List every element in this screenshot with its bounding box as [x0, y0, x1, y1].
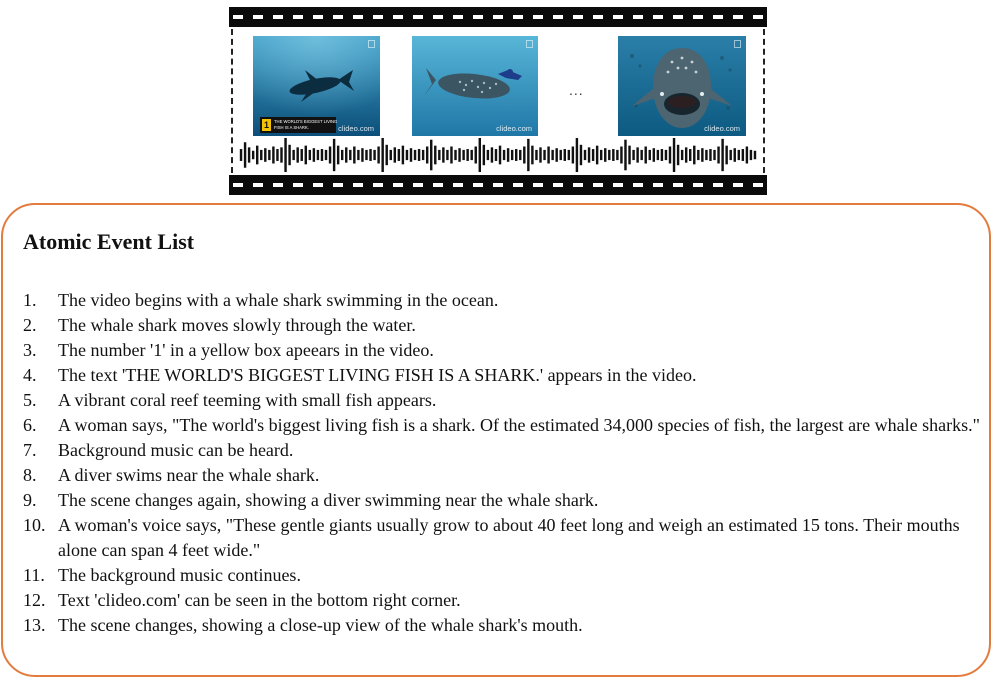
waveform-bar — [349, 150, 351, 160]
waveform-bar — [280, 147, 282, 162]
waveform-bar — [746, 147, 748, 164]
diver-with-whale-shark-image — [412, 36, 538, 136]
waveform-bar — [430, 140, 432, 171]
event-text: Background music can be heard. — [58, 440, 294, 460]
waveform-bar — [673, 138, 675, 172]
waveform-bar — [693, 146, 695, 165]
waveform-bar — [256, 146, 258, 165]
waveform-bar — [333, 139, 335, 171]
waveform-bar — [608, 150, 610, 160]
event-number: 12. — [23, 590, 46, 610]
waveform-bar — [701, 148, 703, 162]
waveform-bar — [361, 148, 363, 162]
video-frame-whale-shark — [253, 36, 380, 136]
video-frame-diver — [412, 36, 538, 136]
waveform-bar — [252, 151, 254, 160]
waveform-bar — [470, 150, 472, 160]
waveform-bar — [325, 150, 327, 160]
waveform-bar — [729, 150, 731, 160]
waveform-bar — [721, 139, 723, 171]
waveform-bar — [636, 147, 638, 162]
waveform-bar — [446, 150, 448, 160]
event-text: The whale shark moves slowly through the water. — [58, 315, 416, 335]
waveform-bar — [499, 146, 501, 165]
waveform-bar — [462, 150, 464, 160]
waveform-bar — [665, 150, 667, 160]
waveform-bar — [414, 150, 416, 160]
waveform-bar — [560, 150, 562, 160]
video-title-overlay — [260, 117, 336, 133]
waveform-bar — [754, 151, 756, 160]
waveform-bar — [588, 147, 590, 162]
event-list-item — [23, 413, 983, 438]
waveform-bar — [345, 147, 347, 162]
waveform-bar — [248, 147, 250, 162]
waveform-bar — [551, 150, 553, 160]
atomic-event-list-card — [1, 203, 991, 677]
event-number: 5. — [23, 390, 37, 410]
waveform-bar — [329, 147, 331, 164]
frame-watermark: clideo.com — [338, 124, 374, 133]
waveform-bar — [426, 147, 428, 164]
waveform-bar — [697, 150, 699, 160]
waveform-bar — [507, 148, 509, 162]
waveform-bar — [369, 149, 371, 161]
event-text: A diver swims near the whale shark. — [58, 465, 320, 485]
waveform-bar — [475, 147, 477, 164]
event-list-item — [23, 363, 983, 388]
waveform-bar — [301, 149, 303, 161]
waveform-bar — [717, 147, 719, 164]
event-list-item — [23, 438, 983, 463]
event-list-item — [23, 613, 983, 638]
event-text: A vibrant coral reef teeming with small fish appears. — [58, 390, 437, 410]
waveform-bar — [365, 150, 367, 160]
waveform-bar — [572, 147, 574, 164]
waveform-bar — [547, 147, 549, 164]
waveform-bar — [616, 150, 618, 160]
waveform-bar — [244, 142, 246, 168]
waveform-bar — [276, 149, 278, 161]
waveform-bar — [305, 146, 307, 165]
waveform-bar — [632, 150, 634, 160]
waveform-bar — [442, 147, 444, 162]
event-text: The video begins with a whale shark swimming in the ocean. — [58, 290, 499, 310]
waveform-bar — [450, 147, 452, 164]
event-text: A woman's voice says, "These gentle giants usually grow to about 40 feet long and weigh an estimated 15 tons. Their mouths alone can span 4 feet wide." — [58, 515, 960, 560]
event-number: 4. — [23, 365, 37, 385]
waveform-bar — [681, 150, 683, 160]
waveform-bar — [527, 139, 529, 171]
waveform-bar — [584, 150, 586, 160]
waveform-bar — [373, 150, 375, 160]
waveform-bar — [653, 148, 655, 162]
waveform-bar — [555, 148, 557, 162]
waveform-bar — [725, 146, 727, 165]
event-list — [23, 288, 983, 638]
title-overlay-line-2: FISH IS A SHARK. — [274, 124, 309, 130]
waveform-bar — [454, 150, 456, 160]
event-text: The scene changes, showing a close-up view of the whale shark's mouth. — [58, 615, 583, 635]
waveform-bar — [317, 150, 319, 160]
waveform-bar — [596, 146, 598, 165]
waveform-bar — [661, 149, 663, 161]
waveform-bar — [519, 150, 521, 160]
waveform-bar — [296, 147, 298, 162]
event-number: 3. — [23, 340, 37, 360]
waveform-bar — [394, 147, 396, 162]
waveform-bar — [677, 145, 679, 165]
waveform-bar — [402, 146, 404, 165]
waveform-bar — [398, 149, 400, 161]
waveform-bar — [260, 150, 262, 160]
waveform-bar — [738, 150, 740, 160]
waveform-bar — [406, 150, 408, 160]
waveform-bar — [657, 150, 659, 160]
title-overlay-line-1: THE WORLD'S BIGGEST LIVING — [274, 119, 338, 124]
waveform-bar — [649, 150, 651, 160]
waveform-bar — [523, 147, 525, 164]
waveform-bar — [309, 150, 311, 160]
waveform-bar — [543, 150, 545, 160]
waveform-bar — [438, 150, 440, 160]
waveform-bar — [742, 149, 744, 161]
waveform-bar — [709, 149, 711, 161]
waveform-bar — [628, 146, 630, 165]
event-list-heading: Atomic Event List — [23, 229, 195, 254]
waveform-bar — [689, 149, 691, 161]
event-number: 11. — [23, 565, 45, 585]
waveform-bar — [568, 150, 570, 160]
event-list-item — [23, 463, 983, 488]
waveform-bar — [705, 150, 707, 160]
frames-ellipsis: ... — [569, 82, 584, 98]
event-text: The scene changes again, showing a diver swimming near the whale shark. — [58, 490, 599, 510]
waveform-bar — [353, 147, 355, 164]
event-text: The number '1' in a yellow box apeears in the video. — [58, 340, 434, 360]
event-number: 7. — [23, 440, 37, 460]
waveform-bar — [624, 140, 626, 171]
event-list-item — [23, 313, 983, 338]
waveform-bar — [410, 148, 412, 162]
waveform-bar — [734, 148, 736, 162]
waveform-bar — [612, 149, 614, 161]
waveform-bar — [337, 146, 339, 165]
waveform-bar — [386, 145, 388, 165]
event-text: The text 'THE WORLD'S BIGGEST LIVING FISH IS A SHARK.' appears in the video. — [58, 365, 697, 385]
waveform-bar — [390, 150, 392, 160]
waveform-bar — [292, 150, 294, 160]
event-text: A woman says, "The world's biggest living fish is a shark. Of the estimated 34,000 species of fish, the largest are whale sharks." — [58, 415, 980, 435]
waveform-bar — [495, 149, 497, 161]
waveform-bar — [503, 150, 505, 160]
waveform-bar — [357, 150, 359, 160]
filmstrip-top-band — [229, 7, 767, 27]
waveform-bar — [645, 147, 647, 164]
filmstrip-left-edge — [231, 29, 233, 173]
waveform-bar — [592, 149, 594, 161]
waveform-bar — [313, 148, 315, 162]
waveform-bar — [511, 150, 513, 160]
event-list-item — [23, 513, 983, 563]
frame-watermark: clideo.com — [704, 124, 740, 133]
waveform-bar — [264, 148, 266, 162]
event-number: 2. — [23, 315, 37, 335]
filmstrip-right-edge — [763, 29, 765, 173]
waveform-bar — [531, 146, 533, 165]
waveform-bar — [487, 150, 489, 160]
event-number: 10. — [23, 515, 46, 535]
waveform-bar — [288, 145, 290, 165]
waveform-bar — [515, 149, 517, 161]
whale-shark-mouth-closeup-image — [618, 36, 746, 136]
waveform-bar — [713, 150, 715, 160]
waveform-bar — [600, 150, 602, 160]
waveform-bar — [669, 147, 671, 164]
audio-waveform — [239, 138, 757, 172]
waveform-bar — [434, 146, 436, 165]
waveform-bar — [272, 147, 274, 164]
filmstrip-bottom-band — [229, 175, 767, 195]
waveform-bar — [377, 147, 379, 164]
waveform-bar — [539, 147, 541, 162]
waveform-bar — [620, 147, 622, 164]
event-list-item — [23, 338, 983, 363]
video-frame-shark-mouth — [618, 36, 746, 136]
waveform-bar — [564, 149, 566, 161]
waveform-bar — [458, 148, 460, 162]
waveform-bar — [491, 147, 493, 162]
waveform-bar — [479, 138, 481, 172]
event-number: 6. — [23, 415, 37, 435]
event-list-item — [23, 388, 983, 413]
waveform-bar — [750, 150, 752, 160]
waveform-bar — [381, 138, 383, 172]
waveform-bar — [341, 150, 343, 160]
video-filmstrip — [229, 7, 767, 195]
title-number-badge: 1 — [263, 120, 269, 130]
waveform-bar — [483, 145, 485, 165]
event-number: 1. — [23, 290, 37, 310]
waveform-bar — [576, 138, 578, 172]
waveform-bar — [240, 149, 242, 161]
event-text: Text 'clideo.com' can be seen in the bottom right corner. — [58, 590, 461, 610]
waveform-bar — [418, 149, 420, 161]
event-list-item — [23, 563, 983, 588]
waveform-bar — [640, 150, 642, 160]
waveform-bar — [284, 138, 286, 172]
waveform-bar — [580, 145, 582, 165]
event-list-item — [23, 488, 983, 513]
frame-watermark: clideo.com — [496, 124, 532, 133]
event-number: 13. — [23, 615, 46, 635]
event-list-item — [23, 588, 983, 613]
waveform-bar — [268, 150, 270, 160]
waveform-bar — [422, 150, 424, 160]
event-text: The background music continues. — [58, 565, 301, 585]
waveform-bar — [321, 149, 323, 161]
waveform-bar — [535, 150, 537, 160]
waveform-bar — [466, 149, 468, 161]
waveform-bar — [604, 148, 606, 162]
event-number: 8. — [23, 465, 37, 485]
event-list-item — [23, 288, 983, 313]
event-number: 9. — [23, 490, 37, 510]
waveform-bar — [685, 147, 687, 162]
